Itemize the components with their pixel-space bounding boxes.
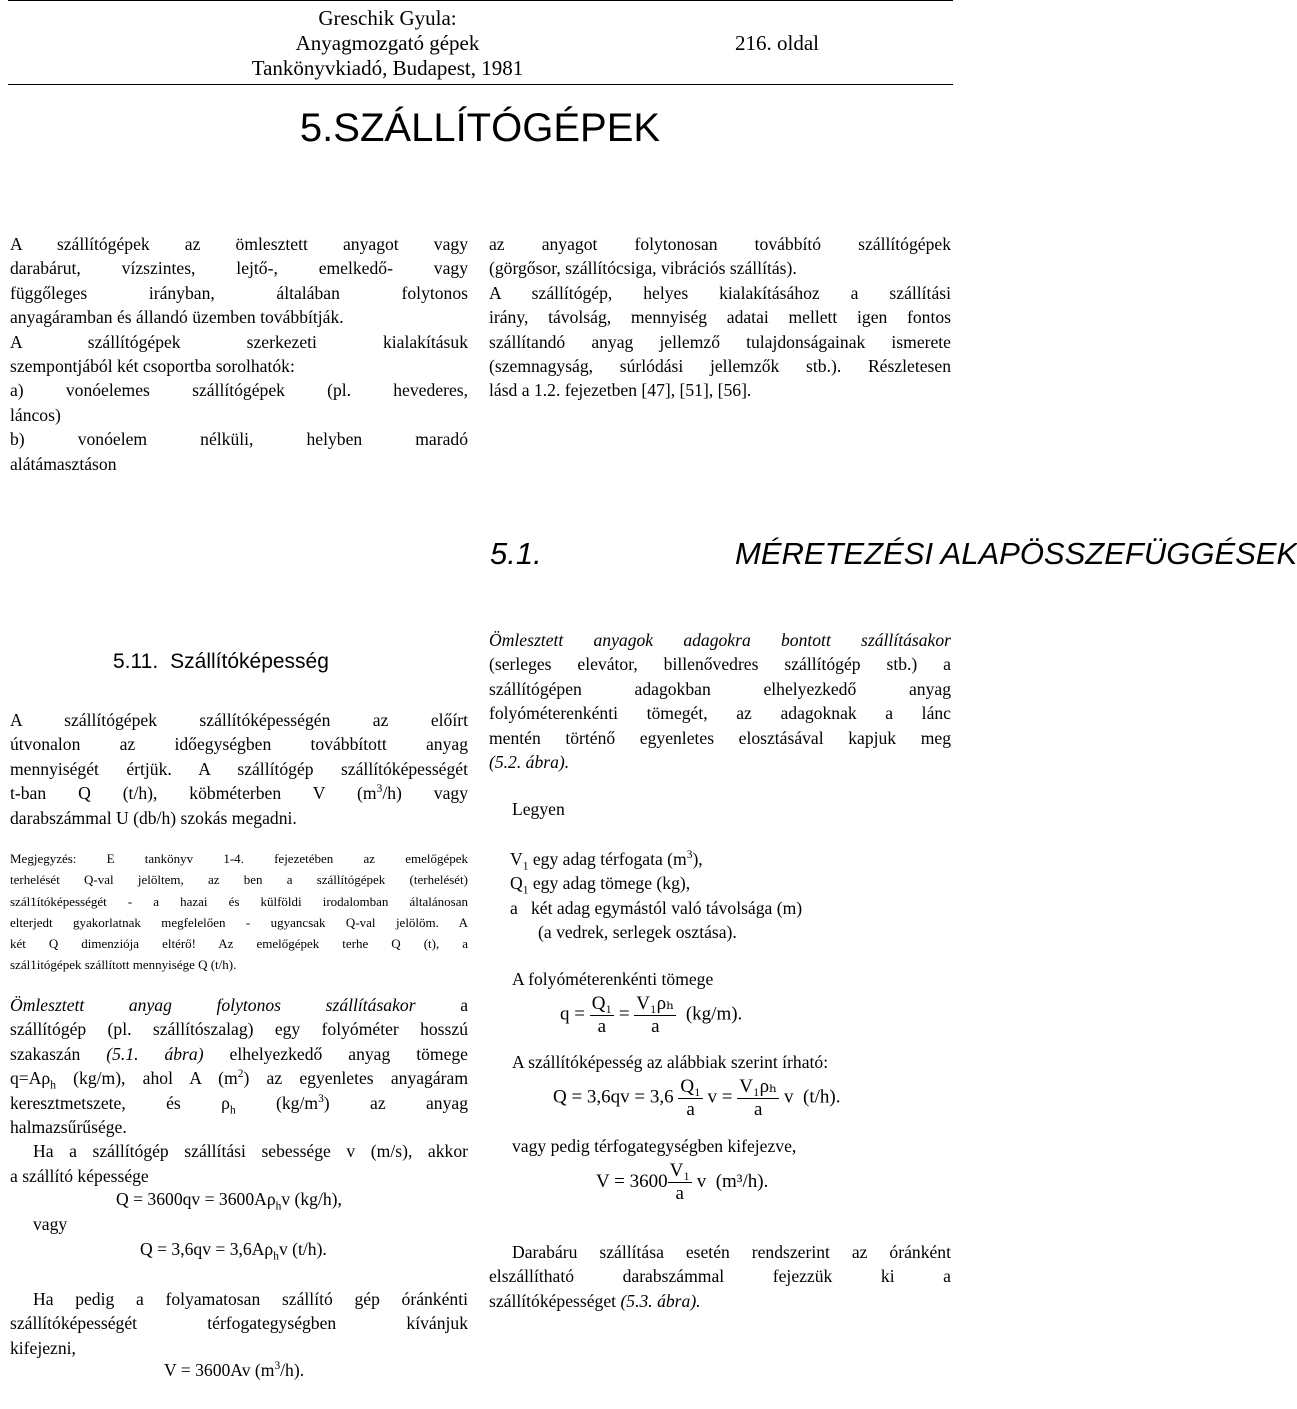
header-top-rule xyxy=(8,0,953,1)
formula-capacity-t: $Q = 3,6qv = 3,6A\rho_hv$ (t/h). xyxy=(140,1239,327,1263)
text-line: szállítóképességet (5.3. ábra). xyxy=(489,1290,701,1311)
volume-label: vagy pedig térfogategységben kifejezve, xyxy=(512,1136,797,1156)
text-line: szállítógép (pl. szállítószalag) egy folyóméter hosszú xyxy=(10,1019,468,1040)
text-line: az anyagot folytonosan továbbító szállítógépek xyxy=(489,234,951,254)
subsection-title: Szállítóképesség xyxy=(170,650,329,673)
formula-volume: V = 3600Av $(m^3/h)$. xyxy=(164,1360,305,1380)
header-publisher: Tankönyvkiadó, Budapest, 1981 xyxy=(251,56,524,80)
formula-q: q = $\frac{\text{Q₁}}{a}$ = $\frac{\text{V₁ρₕ}}{a}$ (kg/m). xyxy=(560,992,743,1037)
text-line: szállítóképességét térfogategységben kívánjuk xyxy=(10,1313,468,1334)
text-line: lásd a 1.2. fejezetben [47], [51], [56]. xyxy=(489,380,752,401)
text-line: mentén történő egyenletes elosztásával kapjuk meg xyxy=(489,727,951,748)
text-line: halmazsűrűsége. xyxy=(10,1117,127,1138)
fraction: $\frac{\text{V₁ρₕ}}{a}$ xyxy=(636,993,675,1037)
formula-Q: Q = 3,6qv = 3,6 $\frac{\text{Q₁}}{a}$ v = $\frac{\text{V₁ρₕ}}{a}$ v (t/h). xyxy=(553,1075,841,1120)
text-line: szállítandó anyag jellemző tulajdonságainak ismerete xyxy=(489,331,951,352)
text-line: mennyiségét értjük. A szállítógép szállítóképességét xyxy=(10,758,468,779)
text-line: szakaszán (5.1. ábra) elhelyezkedő anyag tömege xyxy=(10,1043,468,1064)
section-title: MÉRETEZÉSI ALAPÖSSZEFÜGGÉSEK xyxy=(735,536,1297,571)
text-line: Ha pedig a folyamatosan szállító gép óránkénti xyxy=(33,1289,468,1309)
list-item-b: b) vonóelem nélküli, helyben maradó xyxy=(10,429,468,450)
text-line: A szállítógépek az ömlesztett anyagot vagy xyxy=(10,234,468,254)
mass-per-meter-label: A folyóméterenkénti tömege xyxy=(512,969,714,989)
header-author: Greschik Gyula: xyxy=(318,6,457,30)
fraction: $\frac{\text{Q₁}}{a}$ xyxy=(591,992,613,1037)
text-line: Ömlesztett anyagok adagokra bontott szállításakor xyxy=(489,630,951,650)
definition-a: a két adag egymástól való távolsága (m) xyxy=(510,897,803,918)
text-line: (serleges elevátor, billenővedres szállítógép stb.) a xyxy=(489,654,951,675)
subsection-number: 5.11. xyxy=(113,650,159,673)
definition-list xyxy=(510,847,950,945)
capacity-label: A szállítóképesség az alábbiak szerint írható: xyxy=(512,1052,829,1072)
batched-material-paragraph xyxy=(489,628,951,774)
text-line: folyóméterenkénti tömegét, az adagoknak a lánc xyxy=(489,703,951,724)
volume-capacity-paragraph xyxy=(10,1287,468,1360)
text-line: A szállítógépek szállítóképességén az előírt xyxy=(10,710,468,730)
piece-goods-paragraph xyxy=(489,1240,951,1313)
text-line: Megjegyzés: E tankönyv 1-4. fejezetében az emelőgépek xyxy=(10,851,468,866)
header-bottom-rule xyxy=(8,84,953,85)
note-paragraph xyxy=(10,848,468,976)
text-line: t-ban Q (t/h), köbméterben V $(m^3/h)$ vagy xyxy=(10,783,468,804)
definition-v1: $V_1$ egy adag térfogata $(m^3)$, xyxy=(510,849,703,873)
text-line: keresztmetszete, és $\rho_h$ $(kg/m^3)$ az anyag xyxy=(10,1092,468,1117)
text-line: A szállítógépek szerkezeti kialakításuk xyxy=(10,331,468,352)
text-line: útvonalon az időegységben továbbított anyag xyxy=(10,734,468,755)
text-line: két Q dimenziója eltérő! Az emelőgépek terhe Q (t), a xyxy=(10,936,468,952)
subsection-heading xyxy=(113,650,329,674)
formula-capacity-kg: $Q = 3600qv = 3600A\rho_hv$ (kg/h), xyxy=(116,1189,342,1213)
fraction: $\frac{\text{Q₁}}{a}$ xyxy=(680,1075,701,1120)
header-book-title: Anyagmozgató gépek xyxy=(295,31,480,55)
text-line: elterjedt gyakorlatnak megfelelően - ugyancsak Q-val jelölöm. A xyxy=(10,914,468,930)
text-line: alátámasztáson xyxy=(10,453,117,474)
intro-left-paragraph xyxy=(10,232,468,476)
text-line: anyagáramban és állandó üzemben továbbítják. xyxy=(10,307,344,328)
text-line: $q=A\rho_h$ (kg/m), ahol A $(m^2)$ az egyenletes anyagáram xyxy=(10,1068,469,1092)
header-page-number: 216. oldal xyxy=(735,31,819,55)
text-line: (5.2. ábra). xyxy=(489,752,570,773)
text-line: láncos) xyxy=(10,404,61,425)
text-line: darabárut, vízszintes, lejtő-, emelkedő- vagy xyxy=(10,258,468,279)
intro-right-paragraph xyxy=(489,232,951,403)
text-line: függőleges irányban, általában folytonos xyxy=(10,282,468,303)
text-line: irány, távolság, mennyiség adatai mellett igen fontos xyxy=(489,307,951,328)
text-line: darabszámmal U (db/h) szokás megadni. xyxy=(10,807,297,828)
header-bibliography xyxy=(220,6,555,81)
capacity-definition-paragraph xyxy=(10,708,468,830)
definition-a-note: (a vedrek, serlegek osztása). xyxy=(538,922,737,943)
text-line: Darabáru szállítása esetén rendszerint az óránként xyxy=(512,1242,951,1262)
text-line: elszállítható darabszámmal fejezzük ki a xyxy=(489,1266,951,1287)
text-line: a szállító képessége xyxy=(10,1165,149,1186)
text-line: kifejezni, xyxy=(10,1337,76,1358)
bulk-material-paragraph xyxy=(10,993,468,1188)
text-line: szempontjából két csoportba sorolhatók: xyxy=(10,356,295,377)
fraction: $\frac{\text{V₁}}{a}$ xyxy=(669,1160,690,1204)
text-line: szál1itógépek szállított mennyisége Q (t/h). xyxy=(10,957,237,973)
text-line: (görgősor, szállítócsiga, vibrációs szállítás). xyxy=(489,258,797,279)
list-item-a: a) vonóelemes szállítógépek (pl. hevederes, xyxy=(10,380,468,401)
formula-V: V = 3600 $\frac{\text{V₁}}{a}$ v (m³/h). xyxy=(596,1160,769,1204)
chapter-title: 5.SZÁLLÍTÓGÉPEK xyxy=(299,106,661,150)
vagy-connector: vagy xyxy=(33,1214,68,1234)
text-line: szál1ítóképességét - a hazai és külföldi irodalomban általánosan xyxy=(10,893,468,909)
legyen-label: Legyen xyxy=(512,799,565,819)
text-line: (szemnagyság, súrlódási jellemzők stb.). Részletesen xyxy=(489,356,951,377)
section-number: 5.1. xyxy=(490,536,542,571)
fraction: $\frac{\text{V₁ρₕ}}{a}$ xyxy=(739,1076,778,1120)
text-line: szállítógépen adagokban elhelyezkedő anyag xyxy=(489,678,951,699)
text-line: Ha a szállítógép szállítási sebessége v (m/s), akkor xyxy=(33,1141,468,1162)
text-line: Ömlesztett anyag folytonos szállításakor a xyxy=(10,995,468,1015)
text-line: A szállítógép, helyes kialakításához a szállítási xyxy=(489,282,951,303)
definition-q1: $Q_1$ egy adag tömege (kg), xyxy=(510,873,691,897)
text-line: terhelését Q-val jelöltem, az ben a szállítógépek (terhelését) xyxy=(10,872,468,888)
